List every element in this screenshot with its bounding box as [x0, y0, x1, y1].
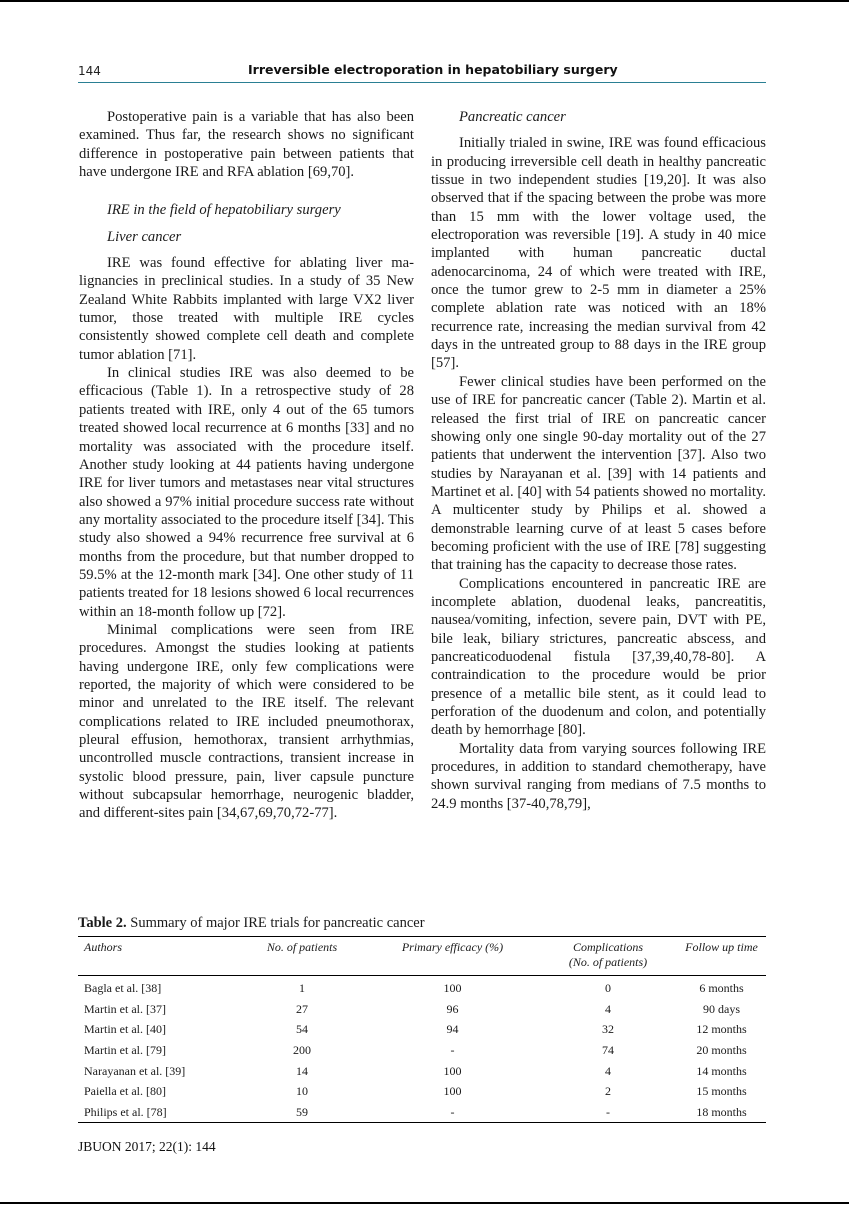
table-header-row: [78, 937, 766, 976]
subsection-heading: Pancreatic cancer: [459, 109, 566, 125]
table-row: Narayanan et al. [39] 14 100 4 14 months: [84, 1063, 747, 1078]
column-header-patients: No. of patients: [266, 940, 338, 954]
paragraph: Initially trialed in swine, IRE was found efficacious in producing irreversible cell death in healthy pancreatic tissue in two independent studies [19,20]. It was also observed that if the spacing between the probe was more than 15 mm with the lower voltage used, the electroporation was reversible [19]. A study in 40 mice implanted with human pancreatic ductal adenocarcinoma, 24 of which were treated with IRE, once the tumor grew to 2-5 mm in diameter a 25% complete ablation rate was noticed with an 18% recurrence rate, increasing the median survival from 42 days in the untreated group to 88 days in the IRE group [57].: [431, 135, 766, 372]
table-row: Martin et al. [40] 54 94 32 12 months: [84, 1022, 747, 1037]
bottom-border: [0, 1202, 849, 1204]
running-header: [78, 60, 766, 83]
paragraph: Complications encountered in pancreatic IRE are incomplete ablation, duodenal leaks, pancreatitis, nausea/vomiting, infection, severe pain, DVT with PE, bile leak, biliary strictures, pancreatic abscess, and pancreaticoduodenal fistula [37,39,40,78-80]. A contraindication to the procedure would be prior presence of a metallic bile stent, as it could lead to perforation of the duodenum and colon, and potentially death by hemorrhage [80].: [431, 575, 766, 739]
paragraph: Minimal complications were seen from IRE procedures. Amongst the studies looking at patients having undergone IRE, only few complications were reported, the majority of which were considered to be minor and unrelated to the IRE itself. The relevant complications related to IRE included pneumothorax, pleural effusion, hemothorax, transient arrhythmias, uncontrolled muscle contractions, transient increase in systolic blood pressure, pain, liver capsule puncture without subcapsular hemorrhage, neurogenic bladder, and different-sites pain [34,67,69,70,72-77].: [79, 621, 414, 822]
column-header-efficacy: Primary efficacy (%): [401, 940, 504, 954]
journal-citation-footer: JBUON 2017; 22(1): 144: [78, 1139, 216, 1154]
table-label: Table 2.: [78, 915, 127, 931]
paragraph: Fewer clinical studies have been performed on the use of IRE for pancreatic cancer (Table 2). Martin et al. released the first trial of IRE on pancreatic cancer showing only one single 90-day mortality out of the 27 patients that underwent the intervention [37]. Also two studies by Narayanan et al. [39] with 14 patients and Martinet et al. [40] with 54 patients showed no mortality. A multicenter study by Philips et al. showed a demonstrable learning curve of at least 5 cases before becoming proficient with the use of IRE [78] suggesting that training has the capacity to decrease those rates.: [431, 373, 766, 574]
column-header-complications: Complications (No. of patients): [568, 940, 648, 969]
column-header-authors: Authors: [84, 940, 123, 954]
table-row: Philips et al. [78] 59 - - 18 months: [84, 1104, 747, 1119]
paragraph: IRE was found effective for ablating liver malignancies in preclinical studies. In a study of 35 New Zealand White Rabbits implanted with large VX2 liver tumor, those treated with multiple IRE cycles consistently showed complete cell death and complete tumor ablation [71].: [79, 255, 414, 363]
table-caption-text: Summary of major IRE trials for pancreatic cancer: [126, 915, 425, 931]
paragraph: Postoperative pain is a variable that has also been examined. Thus far, the research shows no significant difference in postoperative pain between patients that have undergone IRE and RFA ablation [69,70].: [79, 109, 414, 181]
page-number: 144: [78, 64, 101, 78]
trials-table: [78, 936, 766, 1123]
table-row: Bagla et al. [38] 1 100 0 6 months: [84, 981, 744, 996]
paragraph: Mortality data from varying sources following IRE procedures, in addition to standard chemotherapy, have shown survival ranging from medians of 7.5 months to 24.9 months [37-40,78,79],: [431, 740, 766, 812]
table-row: Paiella et al. [80] 10 100 2 15 months: [84, 1084, 747, 1099]
section-heading: IRE in the field of hepatobiliary surgery: [107, 202, 341, 219]
paragraph: In clinical studies IRE was also deemed to be efficacious (Table 1). In a retrospective study of 28 patients treated with IRE, only 4 out of the 65 tumors treated showed local recurrence at 6 months [33] and no mortality was associated with the procedure itself. Another study looking at 44 patients having undergone IRE for liver tumors and metastases near vital structures also showed a 97% initial procedure success rate without any mortality associated to the procedure itself [34]. This study also showed a 94% recurrence free survival at 6 months from the procedure, but that number dropped to 59.5% at the 12-month mark [34]. One other study of 11 patients treated for 18 lesions showed 6 local recurrences within an 18-month follow up [72].: [79, 365, 414, 620]
table-row: Martin et al. [37] 27 96 4 90 days: [84, 1001, 740, 1016]
table-caption: [78, 915, 766, 932]
right-column: [431, 108, 766, 813]
table-row: Martin et al. [79] 200 - 74 20 months: [84, 1043, 747, 1058]
table-2: [78, 915, 766, 1123]
subsection-heading: Liver cancer: [107, 228, 182, 245]
running-title: Irreversible electroporation in hepatobiliary surgery: [248, 62, 618, 77]
column-header-followup: Follow up time: [685, 940, 758, 954]
left-column: [79, 108, 414, 823]
top-border: [0, 0, 849, 2]
